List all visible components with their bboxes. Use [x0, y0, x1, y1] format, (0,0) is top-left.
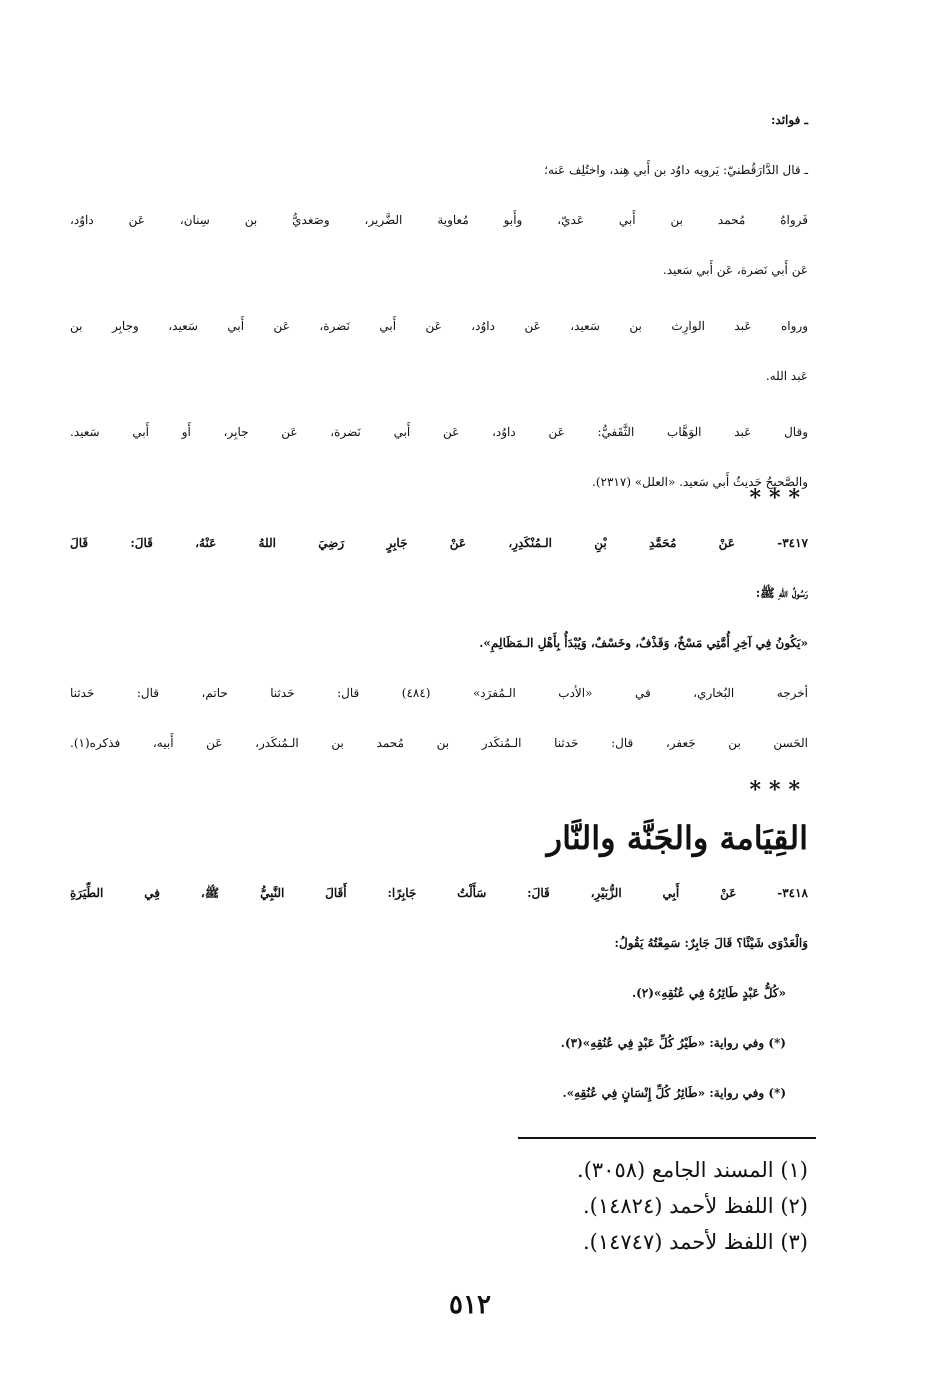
- hadith-text: «كُلُّ عَبْدٍ طَائِرُهُ فِي عُنُقِهِ»(٢).: [631, 986, 786, 1000]
- page-number: ٥١٢: [449, 1290, 491, 1320]
- benefits-section: [70, 95, 808, 507]
- hadith-3418: [70, 868, 808, 1118]
- text-line: ورواه عَبد الوارِث بن سَعيد، عَن داوُد، عَن أَبي نَضرة، عَن أَبي سَعيد، وجابِر بن: [70, 319, 808, 333]
- section-divider: ***: [749, 485, 808, 511]
- variant-line: (*) وفي رواية: «طَيْرُ كُلِّ عَبْدٍ فِي عُنُقِهِ»(٣).: [560, 1036, 786, 1050]
- chapter-title: القِيَامة والجَنَّة والنَّار: [546, 819, 808, 857]
- footnote: (٣) اللفظ لأحمد (١٤٧٤٧).: [582, 1230, 808, 1254]
- takhrij-line: الحَسن بن جَعفر، قال: حَدثنا الـمُنكَدر بن مُحمد بن الـمُنكَدر، عَن أَبيه، فذكره(١).: [70, 736, 808, 750]
- hadith-line: ٣٤١٧- عَنْ مُحَمَّدِ بْنِ الـمُنْكَدِرِ، عَنْ جَابِرٍ رَضِيَ اللهُ عَنْهُ، قَالَ: قَالَ: [70, 536, 808, 550]
- text-line: فَرواهُ مُحمد بن أَبي عَديّ، وأَبو مُعاوية الضَّرير، وصَغديُّ بن سِنان، عَن داوُد،: [70, 213, 808, 227]
- footnote-separator: [518, 1137, 816, 1139]
- text-line: عَن أَبي نَضرة، عَن أَبي سَعيد.: [662, 263, 808, 277]
- takhrij-line: أخرجه البُخاري، في «الأدب الـمُفرَد» (٤٨٤) قال: حَدثنا حاتم، قال: حَدثنا: [70, 686, 808, 700]
- hadith-line: ٣٤١٨- عَنْ أَبِي الزُّبَيْرِ، قَالَ: سَأَلْتُ جَابِرًا: أَقَالَ النَّبِيُّ ﷺ، فِي الطِّيَرَةِ: [70, 886, 808, 900]
- hadith-3417: [70, 518, 808, 768]
- footnote: (١) المسند الجامع (٣٠٥٨).: [577, 1158, 808, 1182]
- section-divider: ***: [749, 777, 808, 803]
- variant-line: (*) وفي رواية: «طَائِرُ كُلِّ إِنْسَانٍ فِي عُنُقِهِ».: [562, 1086, 786, 1100]
- text-line: وقال عَبد الوَهَّاب الثَّقَفيُّ: عَن داوُد، عَن أَبي نَضرة، عَن جابِر، أَو أَبي سَعيد.: [70, 425, 808, 439]
- hadith-text: «يَكُونُ فِي آخِرِ أُمَّتِي مَسْخٌ، وَقَذْفٌ، وخَسْفٌ، وَيُبْدَأُ بِأَهْلِ الـمَظَالِمِ».: [479, 636, 808, 650]
- benefits-heading: ـ فوائد:: [770, 113, 808, 127]
- text-line: والصَّحيحُ حَديثُ أَبي سَعيد. «العلل» (٢٣١٧).: [592, 475, 808, 489]
- footnotes: [70, 1152, 808, 1260]
- text-line: ـ قال الدَّارَقُطنيّ: يَرويه داوُد بن أَبي هِند، واختُلِف عَنه؛: [544, 163, 808, 177]
- hadith-line: وَالْعَدْوَى شَيْئًا؟ قَالَ جَابِرٌ: سَمِعْتُهُ يَقُولُ:: [614, 936, 808, 950]
- hadith-line: رَسُولُ اللهِ ﷺ:: [755, 586, 808, 600]
- text-line: عَبد الله.: [765, 369, 808, 383]
- footnote: (٢) اللفظ لأحمد (١٤٨٢٤).: [582, 1194, 808, 1218]
